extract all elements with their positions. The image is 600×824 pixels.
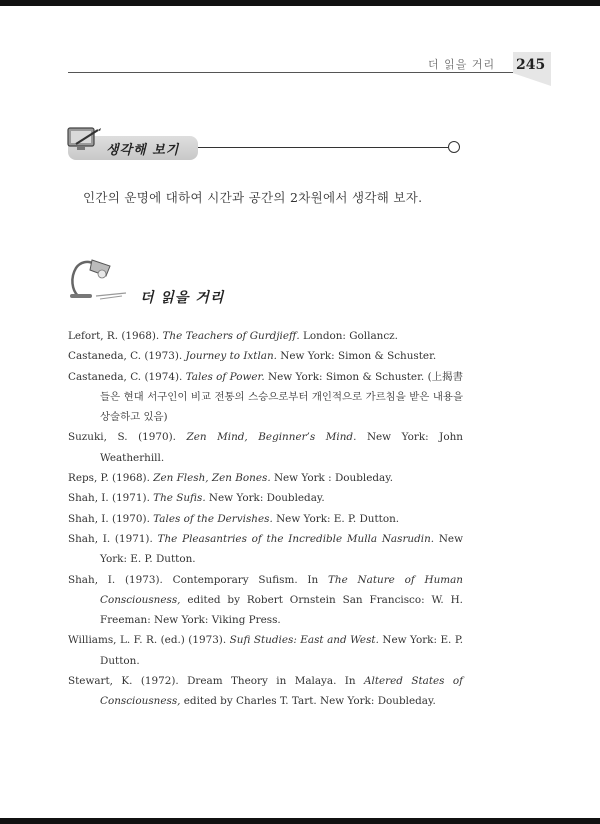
reference-item: Reps, P. (1968). Zen Flesh, Zen Bones. New York : Doubleday. (68, 472, 394, 485)
header-rule (68, 72, 513, 73)
desk-lamp-icon (66, 256, 130, 302)
reference-item: Castaneda, C. (1974). Tales of Power. New York: Simon & Schuster. (上揭書들은 현대 서구인이 비교 전통의 스승으로부터 개인적으로 가르침을 받은 내용을 상술하고 있음) (68, 370, 464, 424)
reference-item: Stewart, K. (1972). Dream Theory in Malaya. In Altered States of Consciousness, edited by Charles T. Tart. New York: Doubleday. (68, 675, 463, 708)
reference-item: Lefort, R. (1968). The Teachers of Gurdjieff. London: Gollancz. (68, 330, 398, 342)
reference-item: Shah, I. (1970). Tales of the Dervishes. New York: E. P. Dutton. (68, 512, 400, 525)
reference-item: Williams, L. F. R. (ed.) (1973). Sufi Studies: East and West. New York: E. P. Dutton. (68, 634, 464, 667)
think-question: 인간의 운명에 대하여 시간과 공간의 2차원에서 생각해 보자. (83, 190, 423, 205)
running-head: 더 읽을 거리 (428, 58, 496, 71)
reference-item: Shah, I. (1973). Contemporary Sufism. In The Nature of Human Consciousness, edited by Robert Ornstein San Francisco: W. H. Freeman: New York: Viking Press. (68, 573, 463, 627)
reference-item: Suzuki, S. (1970). Zen Mind, Beginner’s Mind. New York: John Weatherhill. (68, 431, 463, 464)
reference-item: Shah, I. (1971). The Pleasantries of the Incredible Mulla Nasrudin. New York: E. P. Dutton. (68, 532, 463, 566)
rule-end-circle (448, 141, 460, 153)
think-section-title: 생각해 보기 (106, 143, 180, 158)
reference-list (68, 326, 463, 712)
think-section-rule (198, 147, 448, 148)
reference-item: Shah, I. (1971). The Sufis. New York: Doubleday. (68, 492, 325, 505)
top-border (0, 0, 600, 6)
page-number: 245 (516, 57, 546, 73)
bottom-border (0, 818, 600, 824)
monitor-pen-icon (64, 124, 104, 154)
reading-section-title: 더 읽을 거리 (140, 290, 225, 306)
reference-item: Castaneda, C. (1973). Journey to Ixtlan. New York: Simon & Schuster. (68, 350, 437, 363)
